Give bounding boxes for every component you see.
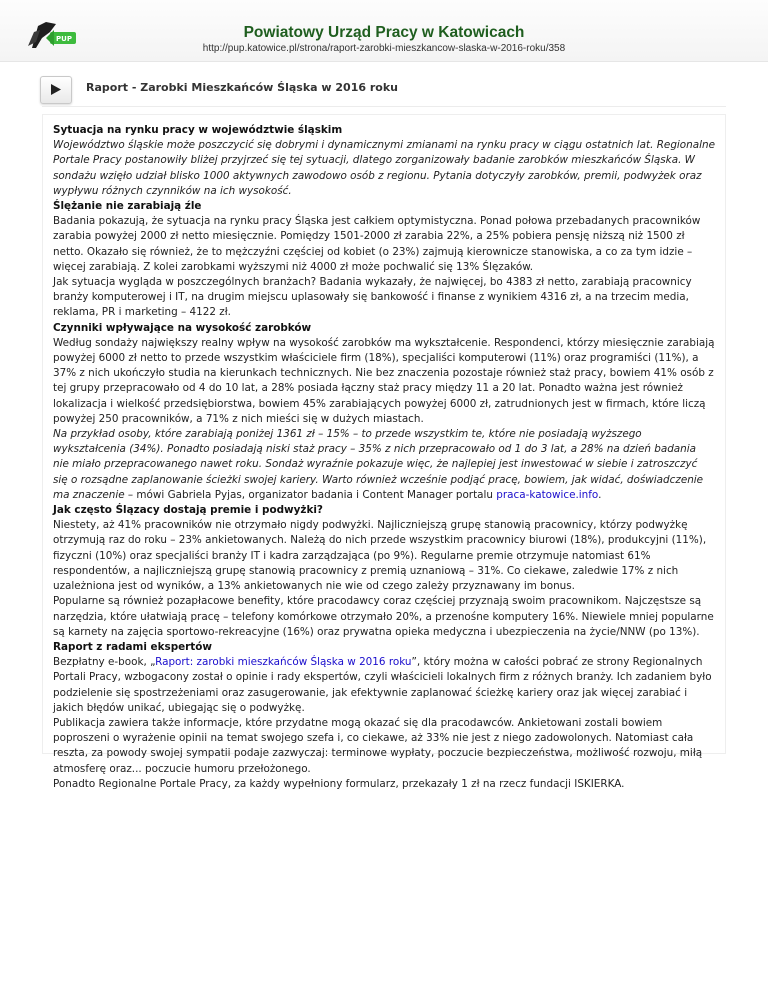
paragraph: Według sondaży największy realny wpływ na wysokość zarobków ma wykształcenie. Respondenci, którzy miesięcznie zarabiają powyżej 6000 zł netto to przede wszystkim właściciele firm (18%), specjaliści komputerowi (11%) oraz programiści (11%), a 37% z nich ukończyło studia na kierunkach technicznych. Nie bez znaczenia pozostaje również staż pracy, bowiem 41% osób z tej grupy przepracowało od 4 do 10 lat, a 28% posiada łączny staż pracy między 11 a 20 lat. Ponadto ważna jest również lokalizacja i wielkość przedsiębiorstwa, bowiem 45% zarabiających powyżej 6000 zł, zatrudnionych jest w firmach, które liczą powyżej 250 pracowników, a 71% z nich mieści się w dużych miastach. — [53, 336, 715, 425]
ebook-link[interactable]: Raport: zarobki mieszkańców Śląska w 2016 roku — [155, 656, 412, 669]
paragraph: Publikacja zawiera także informacje, które przydatne mogą okazać się dla pracodawców. Ankietowani zostali bowiem poproszeni o wyrażenie opinii na temat swojego szefa i, co ciekawe, aż 33% nie jest z niego zadowolonych. Natomiast cała reszta, za powody swojej sympatii podaje zazwyczaj: terminowe wypłaty, poczucie bezpieczeństwa, możliwość rozwoju, miłą atmosferę oraz... poczucie humoru przełożonego. — [53, 716, 703, 775]
expand-button[interactable] — [40, 76, 72, 104]
section-heading: Jak często Ślązacy dostają premie i podwyżki? — [53, 504, 323, 517]
divider — [42, 106, 726, 107]
svg-text:PUP: PUP — [56, 35, 72, 43]
quote-text: Na przykład osoby, które zarabiają poniżej 1361 zł – 15% – to przede wszystkim te, które nie posiadają wyższego wykształcenia (34%). Ponadto posiadają niski staż pracy – 35% z nich przepracowało od 1 do 3 lat, a 28% na dzień badania nie miało przepracowanego nawet roku. Sondaż wyraźnie pokazuje więc, że najlepiej jest inwestować w siebie i zatroszczyć się o rozsądne zaplanowanie ścieżki swojej kariery. Warto również wcześnie podjąć pracę, bowiem, jak widać, doświadczenie ma znaczenie — [53, 428, 704, 501]
article-lead: Województwo śląskie może poszczycić się dobrymi i dynamicznymi zmianami na rynku pracy w ciągu ostatnich lat. Regionalne Portale Pracy postanowiły bliżej przyjrzeć się tej sytuacji, dlatego zorganizowały badanie zarobków mieszkańców Śląska. W sondażu wzięło udział blisko 1000 aktywnych zawodowo osób z regionu. Pytania dotyczyły zarobków, premii, podwyżek oraz wypływu różnych czynników na ich wysokość. — [53, 139, 715, 197]
site-title: Powiatowy Urząd Pracy w Katowicach — [243, 24, 525, 41]
paragraph: Popularne są również pozapłacowe benefity, które pracodawcy coraz częściej przyznają swoim pracownikom. Najczęstsze są narzędzia, które ułatwiają pracę – telefony komórkowe otrzymało 20%, a przenośne komputery 16%. Niewiele mniej popularne są karnety na zajęcia sportowo-rekreacyjne (16%) oraz prywatna opieka medyczna i ubezpieczenia na życie/NNW (po 13%). — [53, 595, 714, 638]
section-heading: Ślężanie nie zarabiają źle — [53, 200, 202, 213]
ebook-pre: Bezpłatny e-book, „ — [53, 656, 156, 669]
portal-link[interactable]: praca-katowice.info — [496, 488, 599, 501]
paragraph: Jak sytuacja wygląda w poszczególnych branżach? Badania wykazały, że najwięcej, bo 4383 zł netto, zarabiają pracownicy branży komputerowej i IT, na drugim miejscu uplasowały się bankowość i finanse z wynikiem 4316 zł, a na trzecim media, reklama, PR i marketing – 4122 zł. — [53, 276, 692, 319]
paragraph: Niestety, aż 41% pracowników nie otrzymało nigdy podwyżki. Najliczniejszą grupę stanowią pracownicy, którzy podwyżkę otrzymują raz do roku – 23% ankietowanych. Należą do nich przede wszystkim pracownicy biurowi (18%), produkcyjni (11%), fizyczni (10%) oraz specjaliści branży IT i kadra zarządzająca (po 9%). Regularne premie otrzymuje natomiast 61% respondentów, a najliczniejszą grupę stanowią pracownicy z premią uznaniową – 31%. Co ciekawe, zaledwie 17% z nich uzależniona jest od wyników, a 13% ankietowanych nie wie od czego zależy przyznawany im bonus. — [53, 519, 707, 593]
ebook-paragraph — [53, 655, 715, 716]
section-heading: Czynniki wpływające na wysokość zarobków — [53, 321, 312, 334]
quote-paragraph — [53, 427, 715, 503]
paragraph: Badania pokazują, że sytuacja na rynku pracy Śląska jest całkiem optymistyczna. Ponad połowa przebadanych pracowników zarabia powyżej 2000 zł netto miesięcznie. Pomiędzy 1501-2000 zł zarabia 22%, a 25% pobiera pensję niższą niż 1500 zł netto. Okazało się również, że to mężczyźni częściej od kobiet (o 23%) zajmują kierownicze stanowiska, a co za tym idzie – więcej zarabiają. Z kolei zarobkami wyższymi niż 4000 zł może pochwalić się 13% Ślęzaków. — [53, 215, 701, 273]
page-heading: Raport - Zarobki Mieszkańców Śląska w 2016 roku — [86, 81, 398, 94]
page-header — [0, 0, 768, 62]
section-heading: Sytuacja na rynku pracy w województwie śląskim — [53, 124, 343, 136]
article-body — [42, 114, 726, 790]
site-url[interactable]: http://pup.katowice.pl/strona/raport-zarobki-mieszkancow-slaska-w-2016-roku/358 — [202, 43, 566, 54]
section-heading: Raport z radami ekspertów — [53, 640, 213, 653]
paragraph: Ponadto Regionalne Portale Pracy, za każdy wypełniony formularz, przekazały 1 zł na rzecz fundacji ISKIERKA. — [53, 777, 625, 790]
ebook-post: ”, który można w całości pobrać ze strony Regionalnych Portali Pracy, wzbogacony został o opinie i rady ekspertów, czyli właścicieli lokalnych firm z różnych branży. Ich zadaniem było podzielenie się spostrzeżeniami oraz zasugerowanie, jak efektywnie zaplanować ścieżkę kariery oraz jak więcej zarabiać i jakich błędów unikać, ubiegając się o podwyżkę. — [53, 656, 712, 714]
play-arrow-icon — [50, 83, 62, 96]
quote-end: . — [598, 488, 602, 501]
quote-attribution: – mówi Gabriela Pyjas, organizator badania i Content Manager portalu — [124, 488, 497, 501]
